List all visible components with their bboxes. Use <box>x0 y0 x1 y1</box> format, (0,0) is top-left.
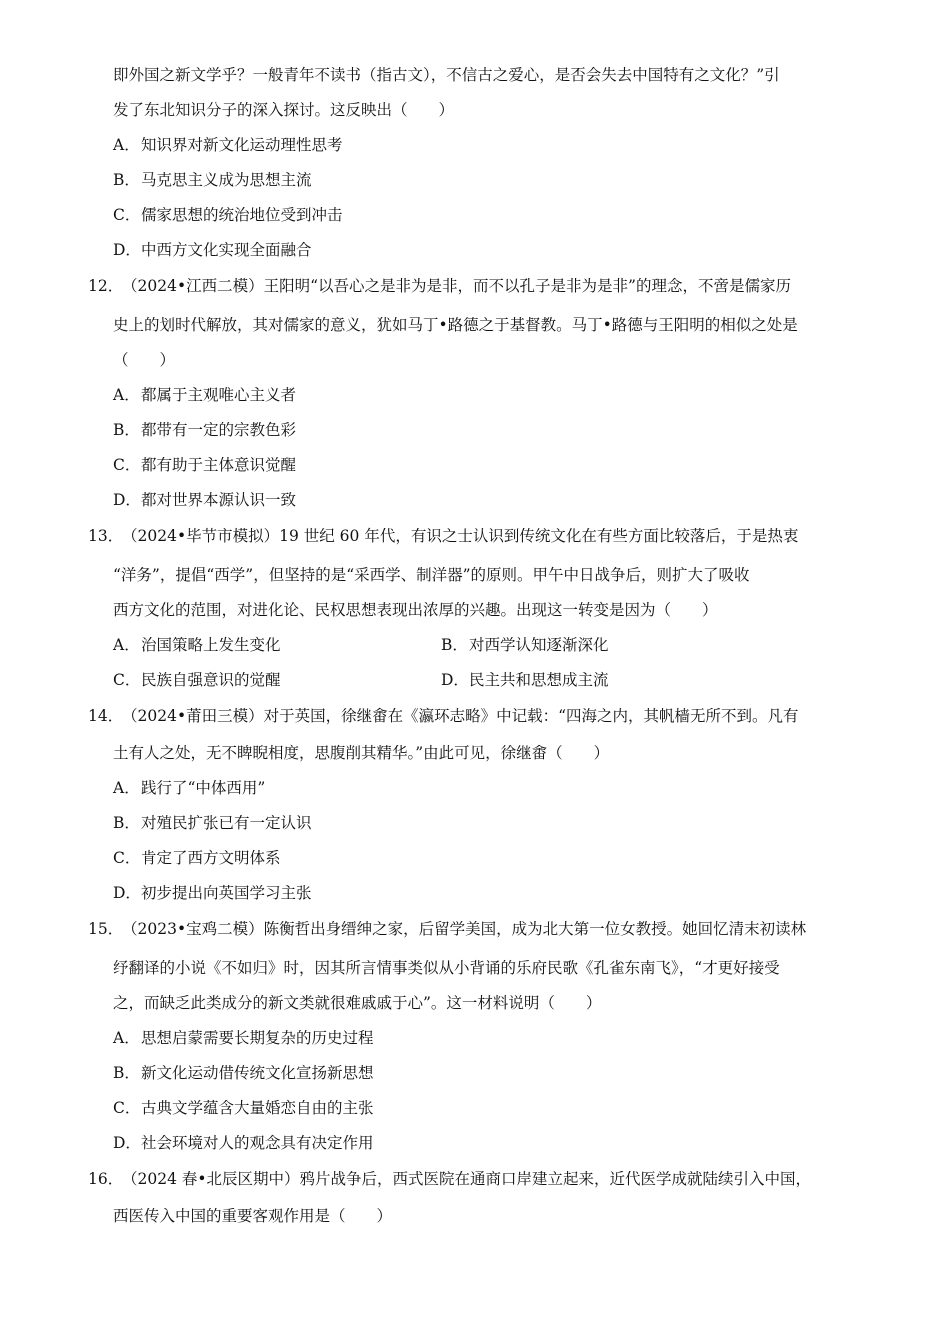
question-11-option-c: C．儒家思想的统治地位受到冲击 <box>113 206 343 224</box>
question-12-option-b: B．都带有一定的宗教色彩 <box>113 421 297 439</box>
question-13-stem-line: （2024•毕节市模拟）19 世纪 60 年代，有识之士认识到传统文化在有些方面比较落后，于是热衷 <box>122 527 799 545</box>
question-16-number: 16． <box>88 1170 124 1188</box>
question-12-stem-line: （ ） <box>113 351 176 369</box>
question-15-option-a: A．思想启蒙需要长期复杂的历史过程 <box>113 1029 374 1047</box>
question-12-number: 12． <box>88 277 124 295</box>
question-14-stem-line: 土有人之处，无不睥睨相度，思腹削其精华。”由此可见，徐继畬（ ） <box>113 744 610 762</box>
question-15-number: 15． <box>88 920 124 938</box>
question-15-option-d: D．社会环境对人的观念具有决定作用 <box>113 1134 374 1152</box>
question-12-option-d: D．都对世界本源认识一致 <box>113 491 297 509</box>
question-12-option-a: A．都属于主观唯心主义者 <box>113 386 297 404</box>
question-13-number: 13． <box>88 527 124 545</box>
question-16-stem-line: （2024 春•北辰区期中）鸦片战争后，西式医院在通商口岸建立起来，近代医学成就陆续引入中国， <box>122 1170 812 1188</box>
question-11-stem-line: 发了东北知识分子的深入探讨。这反映出（ ） <box>113 101 455 119</box>
question-15-stem-line: 纾翻译的小说《不如归》时，因其所言情事类似从小背诵的乐府民歌《孔雀东南飞》，“才更好接受 <box>113 959 780 977</box>
question-14-option-d: D．初步提出向英国学习主张 <box>113 884 312 902</box>
question-12-option-c: C．都有助于主体意识觉醒 <box>113 456 297 474</box>
question-15-option-c: C．古典文学蕴含大量婚恋自由的主张 <box>113 1099 374 1117</box>
question-14-option-a: A．践行了“中体西用” <box>113 779 266 797</box>
question-13-stem-line: 西方文化的范围，对进化论、民权思想表现出浓厚的兴趣。出现这一转变是因为（ ） <box>113 601 718 619</box>
question-11-option-d: D．中西方文化实现全面融合 <box>113 241 312 259</box>
question-11-stem-line: 即外国之新文学乎？一般青年不读书（指古文），不信古之爱心，是否会失去中国特有之文化？”引 <box>113 66 780 84</box>
question-13-option-c: C．民族自强意识的觉醒 <box>113 671 281 689</box>
question-15-stem-line: （2023•宝鸡二模）陈衡哲出身缙绅之家，后留学美国，成为北大第一位女教授。她回忆清末初读林 <box>122 920 807 938</box>
question-16-stem-line: 西医传入中国的重要客观作用是（ ） <box>113 1207 393 1225</box>
question-13-option-b: B．对西学认知逐渐深化 <box>441 636 609 654</box>
question-13-option-a: A．治国策略上发生变化 <box>113 636 281 654</box>
question-12-stem-line: 史上的划时代解放，其对儒家的意义，犹如马丁•路德之于基督教。马丁•路德与王阳明的相似之处是 <box>113 316 798 334</box>
question-11-option-a: A．知识界对新文化运动理性思考 <box>113 136 343 154</box>
question-14-stem-line: （2024•莆田三模）对于英国，徐继畬在《瀛环志略》中记载：“四海之内，其帆樯无所不到。凡有 <box>122 707 799 725</box>
question-11-option-b: B．马克思主义成为思想主流 <box>113 171 312 189</box>
question-12-stem-line: （2024•江西二模）王阳明“以吾心之是非为是非，而不以孔子是非为是非”的理念，不啻是儒家历 <box>122 277 791 295</box>
question-14-option-c: C．肯定了西方文明体系 <box>113 849 281 867</box>
question-14-option-b: B．对殖民扩张已有一定认识 <box>113 814 312 832</box>
question-15-stem-line: 之，而缺乏此类成分的新文类就很难戚戚于心”。这一材料说明（ ） <box>113 994 602 1012</box>
question-14-number: 14． <box>88 707 124 725</box>
question-15-option-b: B．新文化运动借传统文化宣扬新思想 <box>113 1064 374 1082</box>
question-13-option-d: D．民主共和思想成主流 <box>441 671 609 689</box>
question-13-stem-line: “洋务”，提倡“西学”，但坚持的是“采西学、制洋器”的原则。甲午中日战争后，则扩大了吸收 <box>113 566 750 584</box>
